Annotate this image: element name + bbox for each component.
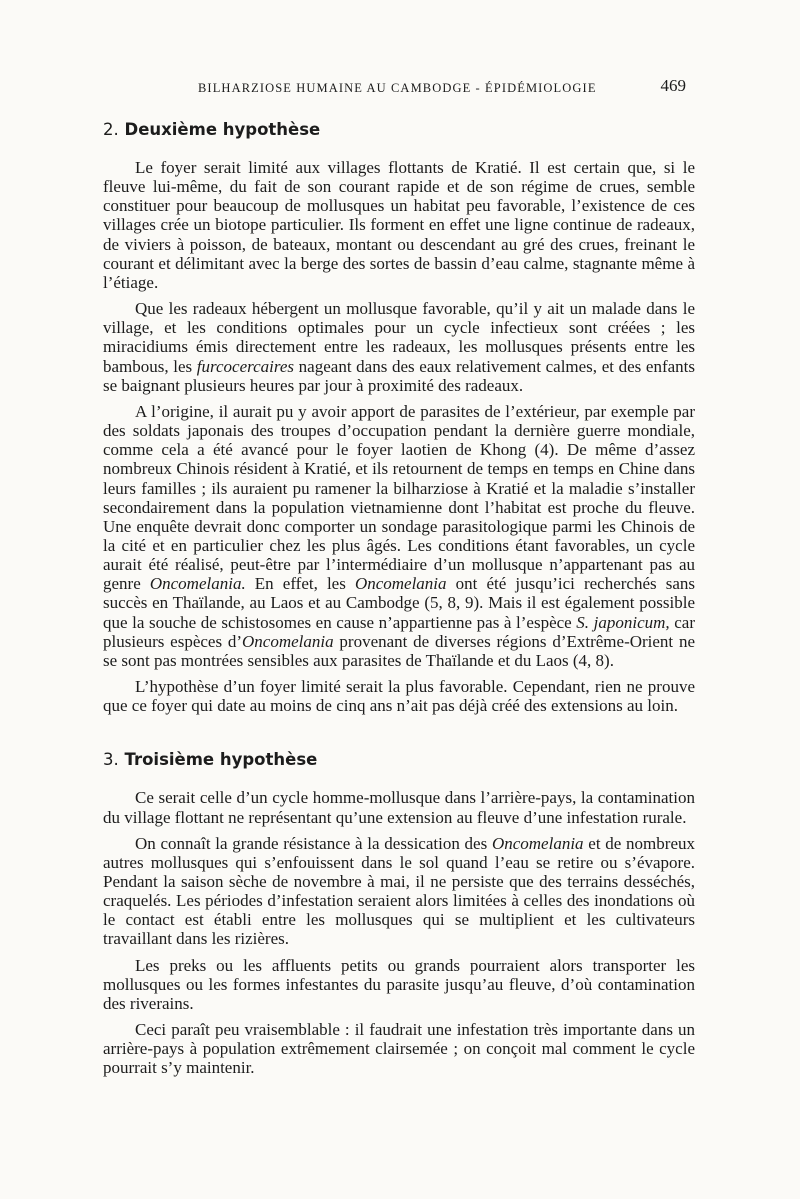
- text-run: nageant dans des eaux relativement calmes, et des enfants se baignant plusieurs heures par jour à proximité des radeaux.: [103, 356, 695, 395]
- text-run: ont été jusqu’ici recherchés sans succès en Thaïlande, au Laos et au Cambodge (5, 8, 9). Mais il est également possible que la souche de schistosomes en cause n’appartienne pas à l’espèce: [103, 574, 695, 632]
- paragraph: [103, 158, 695, 292]
- paragraph: [103, 299, 695, 395]
- italic-text-run: S. japonicum,: [576, 612, 670, 632]
- text-run: En effet, les: [245, 574, 355, 594]
- section-heading: [103, 118, 695, 142]
- text-run: Que les radeaux hébergent un mollusque favorable, qu’il y ait un malade dans le village, et les conditions optimales pour un cycle infectieux sont créées ; les miracidiums émis directement entre les radeaux, les mollusques présents entre les bambous, les: [103, 299, 695, 376]
- text-run: Ce serait celle d’un cycle homme-mollusque dans l’arrière-pays, la contamination du village flottant ne représentant qu’une extension au fleuve d’une infestation rurale.: [103, 788, 695, 827]
- text-run: On connaît la grande résistance à la dessication des: [135, 833, 492, 853]
- text-run: et de nombreux autres mollusques qui s’enfouissent dans le sol quand l’eau se retire ou s’évapore. Pendant la saison sèche de novembre à mai, il ne persiste que des terrains desséchés, craquelés. Les périodes d’infestation seraient alors limitées à celles des inondations où le contact est établi entre les mollusques qui se multiplient et les cultivateurs travaillant dans les rizières.: [103, 833, 695, 949]
- page-number: 469: [660, 76, 686, 95]
- italic-text-run: Oncomelania.: [149, 574, 246, 594]
- text-run: A l’origine, il aurait pu y avoir apport de parasites de l’extérieur, par exemple par des soldats japonais des troupes d’occupation pendant la dernière guerre mondiale, comme cela a été avancé pour le foyer laotien de Khong (4). De même d’assez nombreux Chinois résident à Kratié, et ils retournent de temps en temps en Chine dans leurs familles ; ils auraient pu ramener la bilharziose à Kratié et la maladie s’installer secondairement dans la population vietnamienne dont l’habitat est proche du fleuve. Une enquête devrait donc comporter un sondage parasitologique parmi les Chinois de la cité et en particulier chez les plus âgés. Les conditions étant favorables, un cycle aurait été réalisé, peut-être par l’intermédiaire d’un mollusque n’appartenant pas au genre: [103, 401, 695, 594]
- section-title: Troisième hypothèse: [124, 750, 318, 770]
- paragraph: [103, 834, 695, 949]
- paragraph: [103, 956, 695, 1013]
- section-spacer: [103, 722, 695, 748]
- text-run: Le foyer serait limité aux villages flottants de Kratié. Il est certain que, si le fleuve lui-même, du fait de son courant rapide et de son régime de crues, semble constituer pour beaucoup de mollusques un habitat peu favorable, l’existence de ces villages crée un biotope particulier. Ils forment en effet une ligne continue de radeaux, de viviers à poisson, de bateaux, montant ou descendant au gré des crues, freinant le courant et délimitant avec la berge des sortes de bassin d’eau calme, stagnante même à l’étiage.: [103, 158, 695, 292]
- section-number: 3.: [103, 750, 119, 770]
- text-run: provenant de diverses régions d’Extrême-Orient ne se sont pas montrées sensibles aux parasites de Thaïlande et du Laos (4, 8).: [103, 631, 695, 670]
- section-troisieme-hypothese: [103, 748, 695, 1077]
- paragraph: [103, 677, 695, 715]
- text-run: Les preks ou les affluents petits ou grands pourraient alors transporter les mollusques ou les formes infestantes du parasite jusqu’au fleuve, d’où contamination des riverains.: [103, 955, 695, 1013]
- section-deuxieme-hypothese: [103, 118, 695, 715]
- italic-text-run: Oncomelania: [354, 574, 447, 594]
- paragraph: [103, 402, 695, 670]
- running-title: BILHARZIOSE HUMAINE AU CAMBODGE - ÉPIDÉMIOLOGIE: [198, 81, 597, 95]
- page-body: [103, 118, 695, 1085]
- text-run: L’hypothèse d’un foyer limité serait la plus favorable. Cependant, rien ne prouve que ce foyer qui date au moins de cinq ans n’ait pas déjà créé des extensions au loin.: [103, 677, 695, 716]
- section-title: Deuxième hypothèse: [124, 120, 321, 139]
- text-run: car plusieurs espèces d’: [103, 612, 695, 651]
- italic-text-run: Oncomelania: [491, 833, 584, 853]
- paragraph: [103, 788, 695, 826]
- section-heading: [103, 748, 695, 772]
- italic-text-run: Oncomelania: [242, 631, 334, 651]
- running-header: [103, 76, 700, 100]
- text-run: Ceci paraît peu vraisemblable : il faudrait une infestation très importante dans un arrière-pays à population extrêmement clairsemée ; on conçoit mal comment le cycle pourrait s’y maintenir.: [103, 1020, 695, 1078]
- paragraph: [103, 1020, 695, 1077]
- section-number: 2.: [103, 120, 119, 139]
- italic-text-run: furcocercaires: [196, 356, 295, 376]
